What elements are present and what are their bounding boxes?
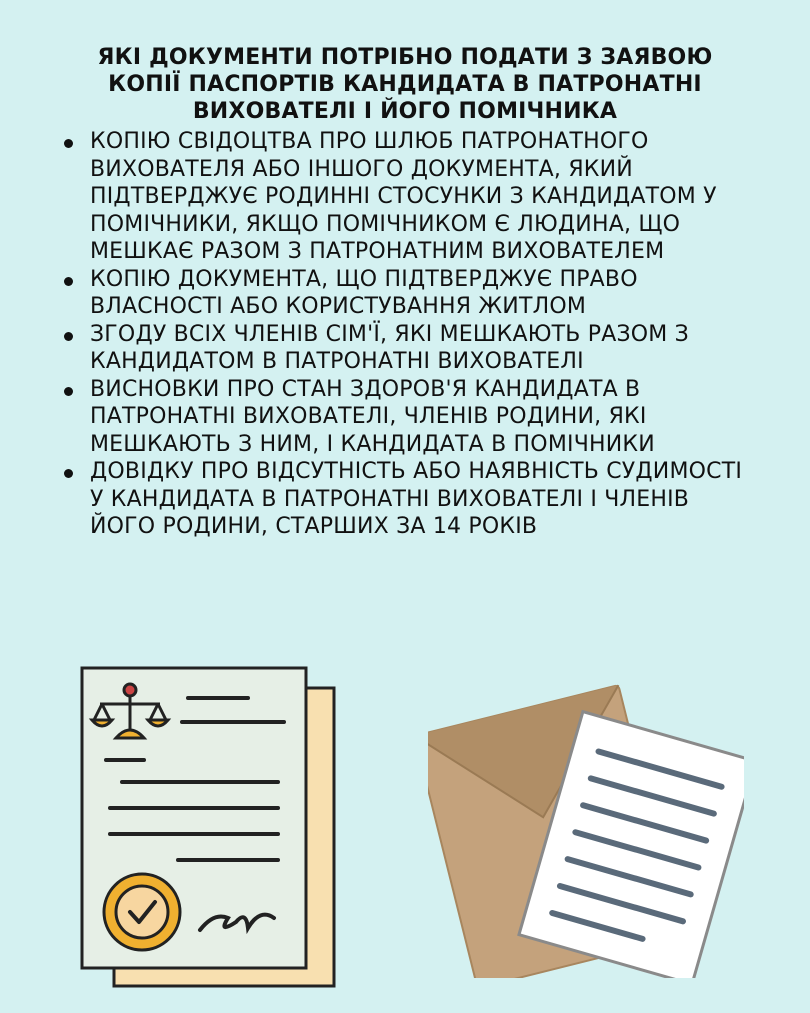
- legal-document-icon: [78, 660, 340, 990]
- bullet-icon: [64, 139, 73, 148]
- list-item: [60, 266, 760, 321]
- envelope-with-letter-icon: [428, 666, 744, 978]
- list-item-text: ДОВІДКУ ПРО ВІДСУТНІСТЬ АБО НАЯВНІСТЬ СУДИМОСТІ У КАНДИДАТА В ПАТРОНАТНІ ВИХОВАТЕЛІ І ЧЛЕНІВ ЙОГО РОДИНИ, СТАРШИХ ЗА 14 РОКІВ: [90, 459, 743, 539]
- list-item: [60, 128, 760, 266]
- list-item-text: ЗГОДУ ВСІХ ЧЛЕНІВ СІМ'Ї, ЯКІ МЕШКАЮТЬ РАЗОМ З КАНДИДАТОМ В ПАТРОНАТНІ ВИХОВАТЕЛІ: [90, 321, 689, 374]
- list-item-text: КОПІЮ ДОКУМЕНТА, ЩО ПІДТВЕРДЖУЄ ПРАВО ВЛАСНОСТІ АБО КОРИСТУВАННЯ ЖИТЛОМ: [90, 266, 638, 319]
- document-list: [60, 128, 760, 541]
- list-item: [60, 321, 760, 376]
- bullet-icon: [64, 469, 73, 478]
- page-title: ЯКІ ДОКУМЕНТИ ПОТРІБНО ПОДАТИ З ЗАЯВОЮ КОПІЇ ПАСПОРТІВ КАНДИДАТА В ПАТРОНАТНІ ВИХОВАТЕЛІ І ЙОГО ПОМІЧНИКА: [97, 45, 713, 124]
- list-item: [60, 376, 760, 459]
- list-item-text: ВИСНОВКИ ПРО СТАН ЗДОРОВ'Я КАНДИДАТА В ПАТРОНАТНІ ВИХОВАТЕЛІ, ЧЛЕНІВ РОДИНИ, ЯКІ МЕШКАЮТЬ З НИМ, І КАНДИДАТА В ПОМІЧНИКИ: [90, 376, 655, 457]
- bullet-icon: [64, 277, 73, 286]
- bullet-icon: [64, 387, 73, 396]
- list-item-text: КОПІЮ СВІДОЦТВА ПРО ШЛЮБ ПАТРОНАТНОГО ВИХОВАТЕЛЯ АБО ІНШОГО ДОКУМЕНТА, ЯКИЙ ПІДТВЕРДЖУЄ РОДИННІ СТОСУНКИ З КАНДИДАТОМ У ПОМІЧНИКИ, ЯКЩО ПОМІЧНИКОМ Є ЛЮДИНА, ЩО МЕШКАЄ РАЗОМ З ПАТРОНАТНИМ ВИХОВАТЕЛЕМ: [90, 129, 717, 264]
- list-item: [60, 458, 760, 541]
- bullet-icon: [64, 332, 73, 341]
